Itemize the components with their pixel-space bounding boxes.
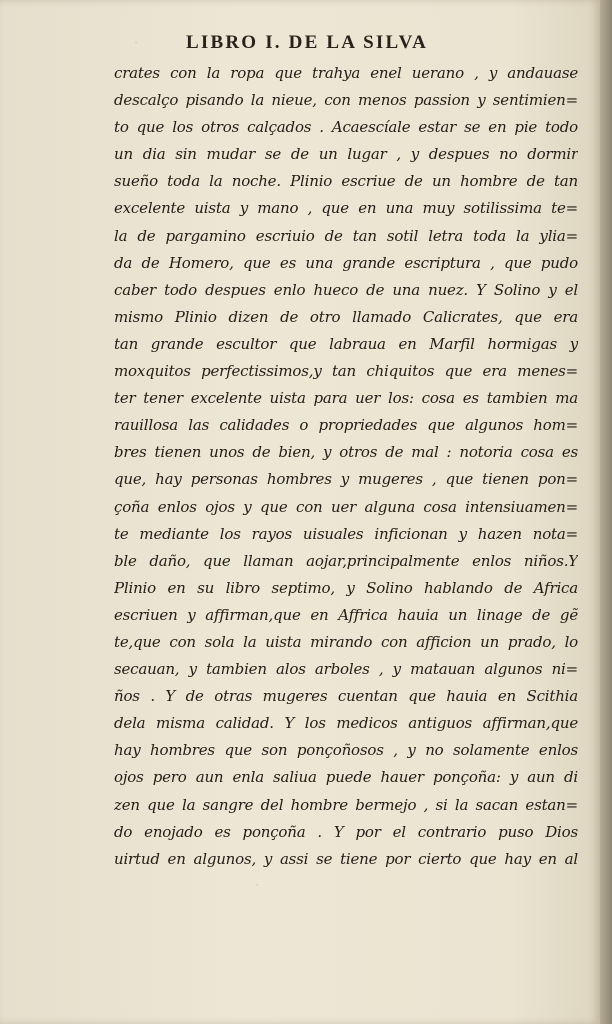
text-line: crates con la ropa que trahya enel uerano , y andauase <box>114 64 578 82</box>
text-line: mismo Plinio dizen de otro llamado Calicrates, que era <box>114 307 578 326</box>
text-line: ter tener excelente uista para uer los: cosa es tambien ma <box>114 389 578 408</box>
text-line: do enojado es ponçoña . Y por el contrario puso Dios <box>114 822 578 841</box>
text-line: te,que con sola la uista mirando con afficion un prado, lo <box>114 632 578 651</box>
text-line: ojos pero aun enla saliua puede hauer ponçoña: y aun di <box>114 768 578 787</box>
text-line: tan grande escultor que labraua en Marfil hormigas y <box>114 334 578 353</box>
page-edge <box>600 0 612 1024</box>
text-line: uirtud en algunos, y assi se tiene por cierto que hay en al <box>114 849 578 868</box>
running-head: LIBRO I. DE LA SILVA <box>186 32 429 53</box>
text-line: caber todo despues enlo hueco de una nuez. Y Solino y el <box>114 280 578 299</box>
text-line: escriuen y affirman,que en Affrica hauia un linage de gẽ <box>114 605 578 624</box>
text-line: dela misma calidad. Y los medicos antiguos affirman,que <box>114 714 578 733</box>
text-line: secauan, y tambien alos arboles , y matauan algunos ni= <box>114 660 578 679</box>
text-line: hay hombres que son ponçoñosos , y no solamente enlos <box>114 741 578 760</box>
text-line: rauillosa las calidades o propriedades que algunos hom= <box>114 416 578 435</box>
show-through-mark: · <box>255 878 262 893</box>
text-line: ños . Y de otras mugeres cuentan que hauia en Scithia <box>114 687 578 706</box>
text-line: da de Homero, que es una grande escriptura , que pudo <box>114 253 578 272</box>
text-line: que, hay personas hombres y mugeres , que tienen pon= <box>114 470 578 489</box>
text-line: sueño toda la noche. Plinio escriue de un hombre de tan <box>114 172 578 191</box>
text-line: Plinio en su libro septimo, y Solino hablando de Africa <box>114 578 578 597</box>
text-line: un dia sin mudar se de un lugar , y despues no dormir <box>114 145 578 164</box>
text-line: ble daño, que llaman aojar,principalmente enlos niños.Y <box>114 551 578 570</box>
text-line: excelente uista y mano , que en una muy sotilissima te= <box>114 199 578 218</box>
text-line: te mediante los rayos uisuales inficionan y hazen nota= <box>114 524 578 543</box>
text-line: la de pargamino escriuio de tan sotil letra toda la ylia= <box>114 226 578 245</box>
body-text <box>114 60 578 873</box>
text-line: bres tienen unos de bien, y otros de mal : notoria cosa es <box>114 443 578 462</box>
text-line: descalço pisando la nieue, con menos passion y sentimien= <box>114 91 578 110</box>
text-line: to que los otros calçados . Acaescíale estar se en pie todo <box>114 118 578 137</box>
text-line: çoña enlos ojos y que con uer alguna cosa intensiuamen= <box>114 497 578 516</box>
text-line: zen que la sangre del hombre bermejo , si la sacan estan= <box>114 795 578 814</box>
text-line: moxquitos perfectissimos,y tan chiquitos que era menes= <box>114 362 578 381</box>
show-through-mark: · <box>134 36 139 51</box>
